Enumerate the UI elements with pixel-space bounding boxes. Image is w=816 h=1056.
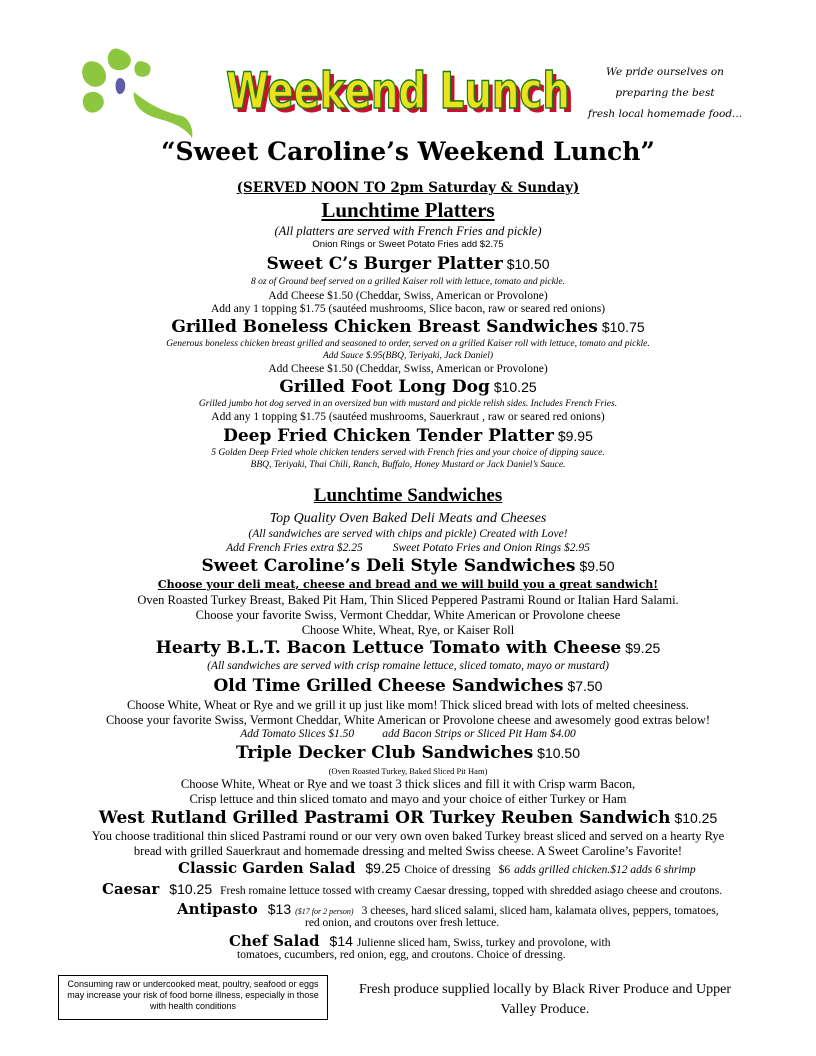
item-line: Crisp lettuce and thin sliced tomato and mayo and your choice of either Turkey or Ham <box>189 792 627 806</box>
svg-text:Weekend Lunch: Weekend Lunch <box>226 62 570 118</box>
item-desc: Add Sauce $.95(BBQ, Teriyaki, Jack Daniel) <box>322 351 494 361</box>
item-price-note: ($17 for 2 person) <box>295 907 354 916</box>
item-name: Chef Salad <box>229 932 320 950</box>
item-line: Choose White, Wheat or Rye and we toast 3 thick slices and fill it with Crisp warm Bacon, <box>180 777 636 791</box>
extra-tomato: Add Tomato Slices $1.50 <box>240 728 355 740</box>
item-desc: 3 cheeses, hard sliced salami, sliced ham, kalamata olives, peppers, tomatoes, <box>361 905 719 917</box>
item-extra: $6 <box>498 864 511 876</box>
item-name: Classic Garden Salad <box>178 859 356 877</box>
item-name: West Rutland Grilled Pastrami OR Turkey Reuben Sandwich <box>98 808 671 828</box>
item-price: $10.75 <box>601 319 645 335</box>
item-line: Add Cheese $1.50 (Cheddar, Swiss, American or Provolone) <box>268 290 548 302</box>
item-name: Deep Fried Chicken Tender Platter <box>223 426 554 446</box>
item-line: Add Cheese $1.50 (Cheddar, Swiss, American or Provolone) <box>268 363 548 375</box>
item-price: $9.25 <box>625 640 661 656</box>
item-desc: 8 oz of Ground beef served on a grilled Kaiser roll with lettuce, tomato and pickle. <box>250 277 566 287</box>
item-note: (Oven Roasted Turkey, Baked Sliced Pit Ham) <box>328 766 488 776</box>
item-price: $14 <box>329 933 353 949</box>
page-title: “Sweet Caroline’s Weekend Lunch” <box>161 137 655 166</box>
item-price: $10.50 <box>506 256 550 272</box>
food-safety-warning <box>58 975 328 1020</box>
tagline-line: preparing the best <box>615 87 715 99</box>
item-desc: Choice of dressing <box>404 864 491 876</box>
item-desc: Generous boneless chicken breast grilled and seasoned to order, served on a grilled Kaiser roll with lettuce, tomato and pickle. <box>166 339 650 349</box>
item-desc: BBQ, Teriyaki, Thai Chili, Ranch, Buffalo, Honey Mustard or Jack Daniel’s Sauce. <box>250 460 566 470</box>
sandwiches-subheading: Top Quality Oven Baked Deli Meats and Cheeses <box>269 511 547 526</box>
item-name: Triple Decker Club Sandwiches <box>236 743 534 763</box>
banner-wordart <box>222 58 574 118</box>
item-desc: 5 Golden Deep Fried whole chicken tenders served with French fries and your choice of dipping sauce. <box>211 448 605 458</box>
platters-addon: Onion Rings or Sweet Potato Fries add $2.75 <box>312 239 504 250</box>
item-name: Antipasto <box>177 900 258 918</box>
menu-item-blt <box>0 638 816 658</box>
menu-item-burger <box>0 254 816 274</box>
item-name: Sweet C’s Burger Platter <box>266 254 503 274</box>
menu-item-foot-long-dog <box>0 377 816 397</box>
item-line: Choose your favorite Swiss, Vermont Cheddar, White American or Provolone cheese and awesomely good extras below! <box>105 713 711 727</box>
item-name: Sweet Caroline’s Deli Style Sandwiches <box>201 556 576 576</box>
menu-item-reuben <box>0 808 816 828</box>
item-desc: Julienne sliced ham, Swiss, turkey and provolone, with <box>356 937 611 949</box>
sandwiches-note: (All sandwiches are served with chips and pickle) Created with Love! <box>248 528 568 540</box>
item-line: Add any 1 topping $1.75 (sautéed mushrooms, Sauerkraut , raw or seared red onions) <box>211 411 605 423</box>
tagline-line: fresh local homemade food... <box>587 108 743 120</box>
item-price: $10.25 <box>674 810 718 826</box>
item-line: Choose your favorite Swiss, Vermont Cheddar, White American or Provolone cheese <box>195 608 621 622</box>
served-hours: (SERVED NOON TO 2pm Saturday & Sunday) <box>236 180 580 196</box>
section-heading-platters: Lunchtime Platters <box>321 198 495 222</box>
extra-rings: Sweet Potato Fries and Onion Rings $2.95 <box>392 542 590 554</box>
section-heading-sandwiches: Lunchtime Sandwiches <box>313 485 503 506</box>
menu-item-grilled-cheese <box>0 676 816 696</box>
item-price: $9.25 <box>365 860 401 876</box>
platters-note: (All platters are served with French Fries and pickle) <box>274 224 542 238</box>
sandwiches-extras <box>0 542 816 554</box>
deli-callout: Choose your deli meat, cheese and bread and we will build you a great sandwich! <box>157 578 659 591</box>
menu-item-deli <box>0 556 816 576</box>
item-line: You choose traditional thin sliced Pastrami round or our very own oven baked Turkey breast sliced and served on a hearty Rye <box>91 829 725 843</box>
produce-credit <box>345 980 745 1020</box>
extra-bacon: add Bacon Strips or Sliced Pit Ham $4.00 <box>382 728 576 740</box>
item-desc: Grilled jumbo hot dog served in an oversized bun with mustard and pickle relish sides. Includes French Fries. <box>198 399 618 409</box>
item-note: (All sandwiches are served with crisp romaine lettuce, sliced tomato, mayo or mustard) <box>207 660 609 672</box>
item-line: Oven Roasted Turkey Breast, Baked Pit Ham, Thin Sliced Peppered Pastrami Round or Italian Hard Salami. <box>137 593 679 607</box>
extra-fries: Add French Fries extra $2.25 <box>226 542 363 554</box>
item-price: $7.50 <box>567 678 603 694</box>
item-line: Add any 1 topping $1.75 (sautéed mushrooms, Slice bacon, raw or seared red onions) <box>210 303 606 315</box>
item-name: Old Time Grilled Cheese Sandwiches <box>213 676 564 696</box>
tagline <box>585 62 745 125</box>
item-line: Choose White, Wheat or Rye and we grill it up just like mom! Thick sliced bread with lots of melted cheesiness. <box>127 698 689 712</box>
item-desc: Fresh romaine lettuce tossed with creamy Caesar dressing, topped with shredded asiago cheese and croutons. <box>220 885 723 897</box>
item-extra2: adds grilled chicken.$12 adds 6 shrimp <box>514 864 696 876</box>
warning-text: Consuming raw or undercooked meat, poultry, seafood or eggs may increase your risk of food borne illness, especially in those with health conditions <box>67 979 319 1011</box>
item-desc: tomatoes, cucumbers, red onion, egg, and croutons. Choice of dressing. <box>237 949 566 961</box>
item-name: Grilled Boneless Chicken Breast Sandwiches <box>171 317 598 337</box>
item-price: $10.50 <box>537 745 580 761</box>
item-desc: red onion, and croutons over fresh lettuce. <box>305 917 500 929</box>
item-price: $10.25 <box>169 881 213 897</box>
produce-text: Fresh produce supplied locally by Black River Produce and Upper Valley Produce. <box>358 982 732 1017</box>
grilled-cheese-extras <box>0 728 816 740</box>
item-price: $9.50 <box>579 558 615 574</box>
menu-item-chicken-breast <box>0 317 816 337</box>
tagline-line: We pride ourselves on <box>606 66 724 78</box>
menu-item-caesar <box>102 880 722 899</box>
svg-text:Weekend Lunch: Weekend Lunch <box>230 66 574 118</box>
item-price: $13 <box>267 901 292 917</box>
menu-item-chicken-tender <box>0 426 816 446</box>
item-name: Grilled Foot Long Dog <box>279 377 490 397</box>
item-line: bread with grilled Sauerkraut and homemade dressing and melted Swiss cheese. A Sweet Caroline’s Favorite! <box>133 844 683 858</box>
flower-logo-icon <box>76 42 206 142</box>
item-name: Hearty B.L.T. Bacon Lettuce Tomato with Cheese <box>155 638 622 658</box>
item-price: $9.95 <box>557 428 593 444</box>
item-name: Caesar <box>102 880 160 898</box>
item-price: $10.25 <box>493 379 537 395</box>
menu-item-garden-salad <box>178 859 696 878</box>
item-line: Choose White, Wheat, Rye, or Kaiser Roll <box>301 623 515 637</box>
menu-item-club <box>0 743 816 763</box>
